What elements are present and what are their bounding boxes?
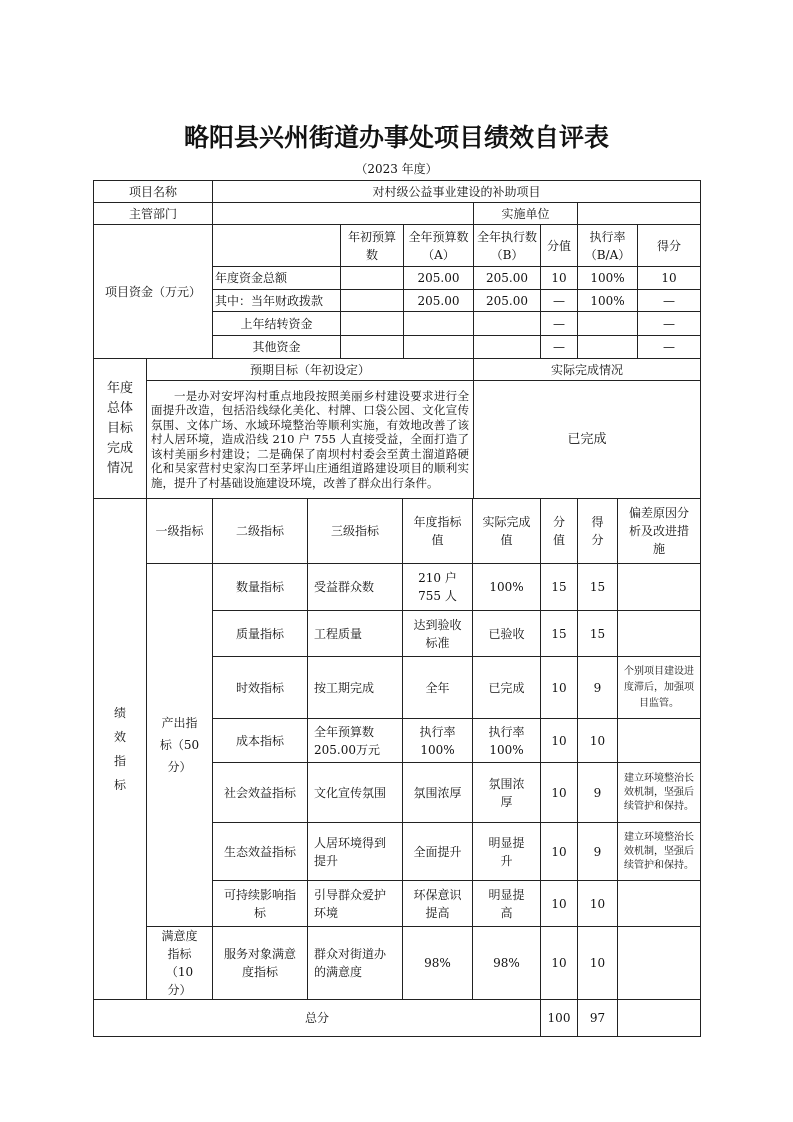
level2: 可持续影响指标 xyxy=(213,881,308,927)
level2: 时效指标 xyxy=(213,657,308,719)
note xyxy=(618,719,701,763)
note xyxy=(618,564,701,611)
note: 建立环境整治长效机制，坚强后续管护和保持。 xyxy=(618,763,701,823)
target: 210 户 755 人 xyxy=(403,564,473,611)
target: 达到验收标准 xyxy=(403,611,473,657)
score: 9 xyxy=(578,657,618,719)
score: 15 xyxy=(578,564,618,611)
satisfaction-label: 满意度指标（10分） xyxy=(147,927,213,1000)
actual: 明显提高 xyxy=(473,881,541,927)
weight: 10 xyxy=(541,927,578,1000)
dept xyxy=(213,203,474,225)
weight: 10 xyxy=(541,719,578,763)
actual: 明显提升 xyxy=(473,823,541,881)
goal-label: 年度总体目标完成情况 xyxy=(94,359,147,499)
project-name: 对村级公益事业建设的补助项目 xyxy=(213,181,701,203)
table-row: 年度资金总额 205.00 205.00 10 100% 10 xyxy=(94,267,701,290)
target: 98% xyxy=(403,927,473,1000)
note xyxy=(618,611,701,657)
level2: 服务对象满意度指标 xyxy=(213,927,308,1000)
year-label: （2023 年度） xyxy=(355,162,438,176)
target: 全面提升 xyxy=(403,823,473,881)
score: 15 xyxy=(578,611,618,657)
col-header: 偏差原因分析及改进措施 xyxy=(618,499,701,564)
actual: 执行率100% xyxy=(473,719,541,763)
weight: 15 xyxy=(541,564,578,611)
weight: 10 xyxy=(541,881,578,927)
col-header: 一级指标 xyxy=(147,499,213,564)
weight: 15 xyxy=(541,611,578,657)
table-row xyxy=(94,564,701,611)
note: 个别项目建设进度滞后，加强项目监管。 xyxy=(618,657,701,719)
weight: 10 xyxy=(541,763,578,823)
total-score: 97 xyxy=(578,1000,618,1037)
goal-table xyxy=(93,358,701,499)
project-name-label: 项目名称 xyxy=(94,181,213,203)
level3: 人居环境得到提升 xyxy=(308,823,403,881)
col-header: 分值 xyxy=(541,225,578,267)
actual-label: 实际完成情况 xyxy=(474,359,701,381)
target: 执行率100% xyxy=(403,719,473,763)
actual: 100% xyxy=(473,564,541,611)
col-header: 执行率（B/A） xyxy=(578,225,638,267)
note: 建立环境整治长效机制，坚强后续管护和保持。 xyxy=(618,823,701,881)
target: 氛围浓厚 xyxy=(403,763,473,823)
level3: 受益群众数 xyxy=(308,564,403,611)
table-row: 其中：当年财政拨款 205.00 205.00 — 100% — xyxy=(94,290,701,312)
actual: 已完成 xyxy=(473,657,541,719)
dept-label: 主管部门 xyxy=(94,203,213,225)
weight: 10 xyxy=(541,657,578,719)
level3: 文化宣传氛围 xyxy=(308,763,403,823)
expected-goal: 一是办对安坪沟村重点地段按照美丽乡村建设要求进行全面提升改造，包括沿线绿化美化、村牌、口袋公园、文化宣传氛围、文体广场、水域环境整治等顺利实施，有效地改善了该村人居环境，造成沿线 210 户 755 人直接受益，全面打造了该村美丽乡村建设；二是确保了南坝村村委会至黄土溜道路硬化和吴家营村史家沟口至茅坪山庄通组道路建设项目的顺利实施，提升了村基础设施建设环境，改善了群众出行条件。 xyxy=(147,381,474,499)
col-header: 年初预算数 xyxy=(341,225,404,267)
col-header: 实际完成值 xyxy=(473,499,541,564)
page-title: 略阳县兴州街道办事处项目绩效自评表 xyxy=(183,123,609,152)
unit-label: 实施单位 xyxy=(474,203,578,225)
level3: 群众对街道办的满意度 xyxy=(308,927,403,1000)
target: 环保意识提高 xyxy=(403,881,473,927)
funds-label: 项目资金（万元） xyxy=(94,225,213,359)
table-row xyxy=(94,927,701,1000)
funds-table xyxy=(93,180,701,359)
level3: 工程质量 xyxy=(308,611,403,657)
note xyxy=(618,927,701,1000)
level2: 成本指标 xyxy=(213,719,308,763)
target: 全年 xyxy=(403,657,473,719)
actual: 98% xyxy=(473,927,541,1000)
col-header: 年度指标值 xyxy=(403,499,473,564)
output-label: 产出指标（50分） xyxy=(147,564,213,927)
actual: 已验收 xyxy=(473,611,541,657)
total-label: 总分 xyxy=(94,1000,541,1037)
level2: 数量指标 xyxy=(213,564,308,611)
score: 9 xyxy=(578,823,618,881)
actual: 氛围浓厚 xyxy=(473,763,541,823)
score: 10 xyxy=(578,927,618,1000)
level2: 质量指标 xyxy=(213,611,308,657)
col-header: 全年执行数（B） xyxy=(474,225,541,267)
actual-result: 已完成 xyxy=(474,381,701,499)
level3: 全年预算数205.00万元 xyxy=(308,719,403,763)
expected-label: 预期目标（年初设定） xyxy=(147,359,474,381)
col-header: 全年预算数（A） xyxy=(404,225,474,267)
level2: 生态效益指标 xyxy=(213,823,308,881)
total-weight: 100 xyxy=(541,1000,578,1037)
table-row: 上年结转资金 — — xyxy=(94,312,701,336)
col-header: 二级指标 xyxy=(213,499,308,564)
unit xyxy=(578,203,701,225)
score: 10 xyxy=(578,719,618,763)
perf-label: 绩效指标 xyxy=(94,499,147,1000)
table-row: 其他资金 — — xyxy=(94,336,701,359)
note xyxy=(618,881,701,927)
col-header: 分值 xyxy=(541,499,578,564)
col-header: 三级指标 xyxy=(308,499,403,564)
score: 9 xyxy=(578,763,618,823)
score: 10 xyxy=(578,881,618,927)
level2: 社会效益指标 xyxy=(213,763,308,823)
weight: 10 xyxy=(541,823,578,881)
col-header: 得分 xyxy=(578,499,618,564)
level3: 引导群众爱护环境 xyxy=(308,881,403,927)
total-note xyxy=(618,1000,701,1037)
col-header: 得分 xyxy=(638,225,701,267)
performance-table xyxy=(93,498,701,1037)
level3: 按工期完成 xyxy=(308,657,403,719)
